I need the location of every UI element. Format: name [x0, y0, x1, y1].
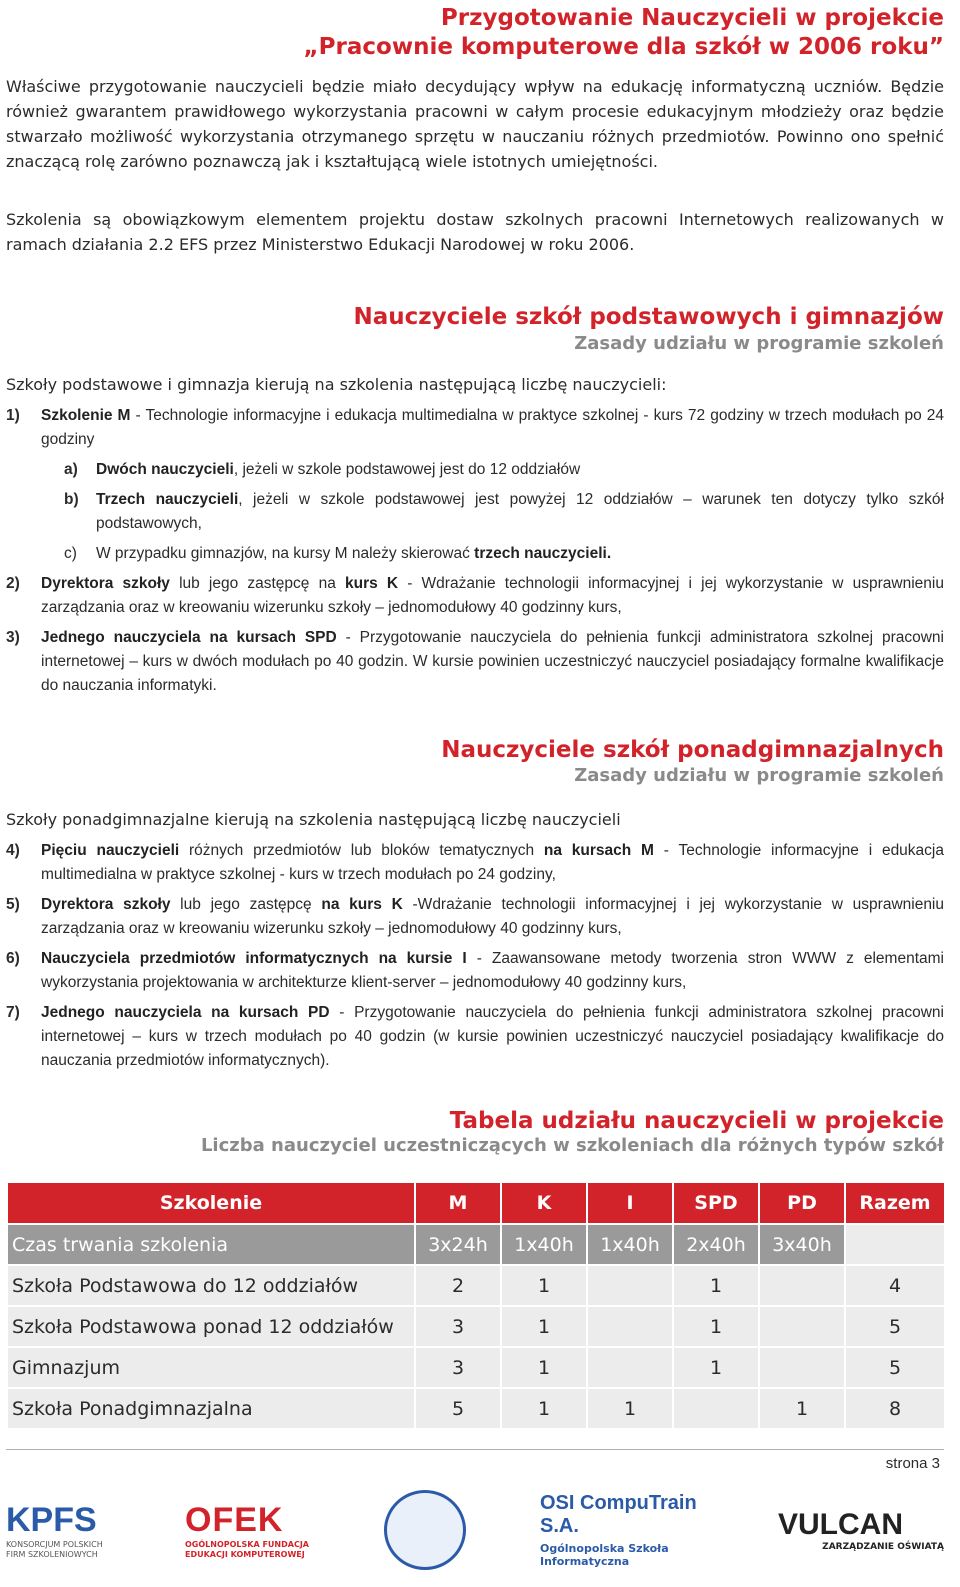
item-text: , jeżeli w szkole podstawowej jest powyżej 12 oddziałów – warunek ten dotyczy tylko szkół podstawowych,	[96, 491, 944, 532]
item-bold: Dyrektora szkoły	[41, 896, 171, 913]
item-number: 1)	[6, 407, 20, 424]
item-number: 7)	[6, 1004, 20, 1021]
vulcan-logo-mark: VULCAN	[778, 1508, 903, 1541]
table-cell	[759, 1306, 845, 1347]
table-cell: 3x24h	[415, 1224, 501, 1265]
header-cell: K	[501, 1182, 587, 1224]
osi-logo-mark: OSI CompuTrain S.A.	[540, 1492, 697, 1537]
item-number: 4)	[6, 842, 20, 859]
item-text: , jeżeli w szkole podstawowej jest do 12 oddziałów	[233, 461, 581, 478]
ofek-logo-mark: OFEK	[185, 1500, 284, 1539]
seal-icon	[384, 1490, 466, 1570]
item-number: 2)	[6, 575, 20, 592]
section2-subtitle: Zasady udziału w programie szkoleń	[574, 765, 944, 786]
item-number: 3)	[6, 629, 20, 646]
header-cell: M	[415, 1182, 501, 1224]
item-text: - Przygotowanie nauczyciela do pełnienia funkcji administratora szkolnej pracowni internetowej – kurs w trzech modułach po 40 godzin (w kursie powinien uczestniczyć nauczyciel posiadający kwalifikacje do nauczania przedmiotów informatycznych).	[41, 1004, 944, 1069]
table-cell: 1	[501, 1388, 587, 1429]
table-title: Tabela udziału nauczycieli w projekcie	[449, 1108, 944, 1134]
list-item	[6, 947, 944, 995]
item-text: różnych przedmiotów lub bloków tematycznych	[179, 842, 544, 859]
item-number: c)	[64, 545, 77, 562]
table-cell: Szkoła Podstawowa do 12 oddziałów	[7, 1265, 415, 1306]
table-cell: 4	[845, 1265, 945, 1306]
item-bold: Dyrektora szkoły	[41, 575, 170, 592]
table-cell: 3	[415, 1347, 501, 1388]
table-cell: 1	[673, 1265, 759, 1306]
item-bold: Jednego nauczyciela na kursach PD	[41, 1004, 330, 1021]
list-item	[6, 1001, 944, 1073]
table-cell: 5	[845, 1306, 945, 1347]
item-text: W przypadku gimnazjów, na kursy M należy skierować	[96, 545, 475, 562]
table-cell: Szkoła Ponadgimnazjalna	[7, 1388, 415, 1429]
list-item	[6, 572, 944, 620]
list-item	[6, 893, 944, 941]
item-number: 5)	[6, 896, 20, 913]
table-header-row	[7, 1182, 945, 1224]
table-row	[7, 1265, 945, 1306]
section1-title: Nauczyciele szkół podstawowych i gimnazjów	[353, 304, 944, 330]
item-number: b)	[64, 491, 79, 508]
table-row	[7, 1347, 945, 1388]
table-cell	[845, 1224, 945, 1265]
item-text: -Wdrażanie technologii informacyjnej i jej wykorzystanie w usprawnieniu zarządzania oraz w kreowaniu wizerunku szkoły – jednomodułowy 40 godzinny kurs,	[41, 896, 944, 937]
item-text: - Technologie informacyjne i edukacja multimedialna w praktyce szkolnej - kurs w trzech modułach po 24 godziny,	[41, 842, 944, 883]
table-cell: 1	[587, 1388, 673, 1429]
intro-paragraph-2: Szkolenia są obowiązkowym elementem projektu dostaw szkolnych pracowni Internetowych realizowanych w ramach działania 2.2 EFS przez Ministerstwo Edukacji Narodowej w roku 2006.	[6, 210, 944, 254]
kpfs-logo-mark: KPFS	[6, 1500, 97, 1539]
item-bold: Nauczyciela przedmiotów informatycznych na kursie I	[41, 950, 467, 967]
table-cell: 3x40h	[759, 1224, 845, 1265]
vulcan-logo	[778, 1490, 944, 1570]
header-cell: SPD	[673, 1182, 759, 1224]
item-bold: na kurs K	[321, 896, 403, 913]
osi-logo	[540, 1490, 730, 1570]
table-cell: Szkoła Podstawowa ponad 12 oddziałów	[7, 1306, 415, 1347]
item-number: a)	[64, 461, 78, 478]
participation-table	[6, 1181, 944, 1430]
table-cell	[587, 1347, 673, 1388]
duration-row	[7, 1224, 945, 1265]
table-cell: 8	[845, 1388, 945, 1429]
item-bold: na kursach M	[543, 842, 654, 859]
table-cell: 1	[501, 1265, 587, 1306]
table-cell: 5	[845, 1347, 945, 1388]
item-text: - Przygotowanie nauczyciela do pełnienia funkcji administratora szkolnej pracowni internetowej – kurs w dwóch modułach po 40 godzin. W kursie powinien uczestniczyć nauczyciel posiadający formalne kwalifikacje do nauczania informatyki.	[41, 629, 944, 694]
table-cell: 1	[501, 1306, 587, 1347]
table-cell	[587, 1265, 673, 1306]
table-cell: 1	[501, 1347, 587, 1388]
table-cell: 1	[759, 1388, 845, 1429]
vulcan-logo-text: ZARZĄDZANIE OŚWIATĄ	[822, 1542, 944, 1552]
table-cell	[673, 1388, 759, 1429]
page-title-line2: „Pracownie komputerowe dla szkół w 2006 roku”	[303, 34, 944, 60]
table-row	[7, 1388, 945, 1429]
table-cell: 1x40h	[587, 1224, 673, 1265]
item-bold: Dwóch nauczycieli	[96, 461, 234, 478]
intro-paragraph-1: Właściwe przygotowanie nauczycieli będzie miało decydujący wpływ na edukację informatyczną uczniów. Będzie również gwarantem prawidłowego wykorzystania pracowni w całym procesie edukacyjnym młodzieży oraz będzie stwarzało możliwość wykorzystania otrzymanego sprzętu w nauczaniu różnych przedmiotów. Powinno ono spełnić znaczącą rolę zarówno poznawczą jak i kształtującą wiele istotnych umiejętności.	[6, 77, 944, 171]
table-cell	[587, 1306, 673, 1347]
ofek-logo-text: OGÓLNOPOLSKA FUNDACJA EDUKACJI KOMPUTEROWEJ	[185, 1539, 309, 1559]
table-cell: Gimnazjum	[7, 1347, 415, 1388]
item-bold: kurs K	[344, 575, 399, 592]
table-cell: 2	[415, 1265, 501, 1306]
list-item	[6, 626, 944, 698]
item-bold: Szkolenie M	[41, 407, 131, 424]
header-cell: I	[587, 1182, 673, 1224]
section1-list	[6, 404, 944, 704]
section2-intro: Szkoły ponadgimnazjalne kierują na szkolenia następującą liczbę nauczycieli	[6, 810, 621, 829]
item-bold: Pięciu nauczycieli	[41, 842, 180, 859]
item-bold: trzech nauczycieli.	[474, 545, 612, 562]
item-bold: Jednego nauczyciela na kursach SPD	[41, 629, 337, 646]
section2-list	[6, 839, 944, 1079]
page-number: strona 3	[885, 1455, 940, 1472]
kpfs-logo-text: KONSORCJUM POLSKICH FIRM SZKOLENIOWYCH	[6, 1539, 103, 1559]
item-number: 6)	[6, 950, 20, 967]
table-cell: Czas trwania szkolenia	[7, 1224, 415, 1265]
page-title	[6, 4, 944, 62]
kpfs-logo	[6, 1490, 116, 1570]
table-cell	[759, 1347, 845, 1388]
footer-divider	[6, 1449, 944, 1450]
item-bold: Trzech nauczycieli	[96, 491, 239, 508]
header-cell: Szkolenie	[7, 1182, 415, 1224]
list-item	[6, 839, 944, 887]
table-cell: 3	[415, 1306, 501, 1347]
item-text: - Technologie informacyjne i edukacja multimedialna w praktyce szkolnej - kurs 72 godziny w trzech modułach po 24 godziny	[41, 407, 944, 448]
list-item	[6, 404, 944, 452]
item-text: lub jego zastępcę na	[169, 575, 345, 592]
table-cell	[759, 1265, 845, 1306]
osi-logo-text: Ogólnopolska Szkoła Informatyczna	[540, 1542, 669, 1568]
table-cell: 1	[673, 1347, 759, 1388]
page-title-line1: Przygotowanie Nauczycieli w projekcie	[440, 5, 944, 31]
item-text: lub jego zastępcę	[170, 896, 322, 913]
item-text: - Zaawansowane metody tworzenia stron WWW z elementami wykorzystania projektowania w architekturze klient-server – jednomodułowy 40 godzinny kurs,	[41, 950, 944, 991]
table-subtitle: Liczba nauczyciel uczestniczących w szkoleniach dla różnych typów szkół	[200, 1135, 944, 1156]
table-cell: 1x40h	[501, 1224, 587, 1265]
table-row	[7, 1306, 945, 1347]
sub-list-item	[6, 542, 944, 566]
header-cell: PD	[759, 1182, 845, 1224]
sub-list-item	[6, 458, 944, 482]
header-cell: Razem	[845, 1182, 945, 1224]
section1-intro: Szkoły podstawowe i gimnazja kierują na szkolenia następującą liczbę nauczycieli:	[6, 375, 667, 394]
ofek-logo	[185, 1490, 315, 1570]
seal-logo	[370, 1490, 480, 1570]
section2-title: Nauczyciele szkół ponadgimnazjalnych	[441, 737, 944, 763]
table-cell: 5	[415, 1388, 501, 1429]
section1-subtitle: Zasady udziału w programie szkoleń	[574, 333, 944, 354]
table-cell: 2x40h	[673, 1224, 759, 1265]
item-text: - Wdrażanie technologii informacyjnej i jej wykorzystanie w usprawnieniu zarządzania oraz w kreowaniu wizerunku szkoły – jednomodułowy 40 godzinny kurs,	[41, 575, 944, 616]
table-cell: 1	[673, 1306, 759, 1347]
sub-list-item	[6, 488, 944, 536]
